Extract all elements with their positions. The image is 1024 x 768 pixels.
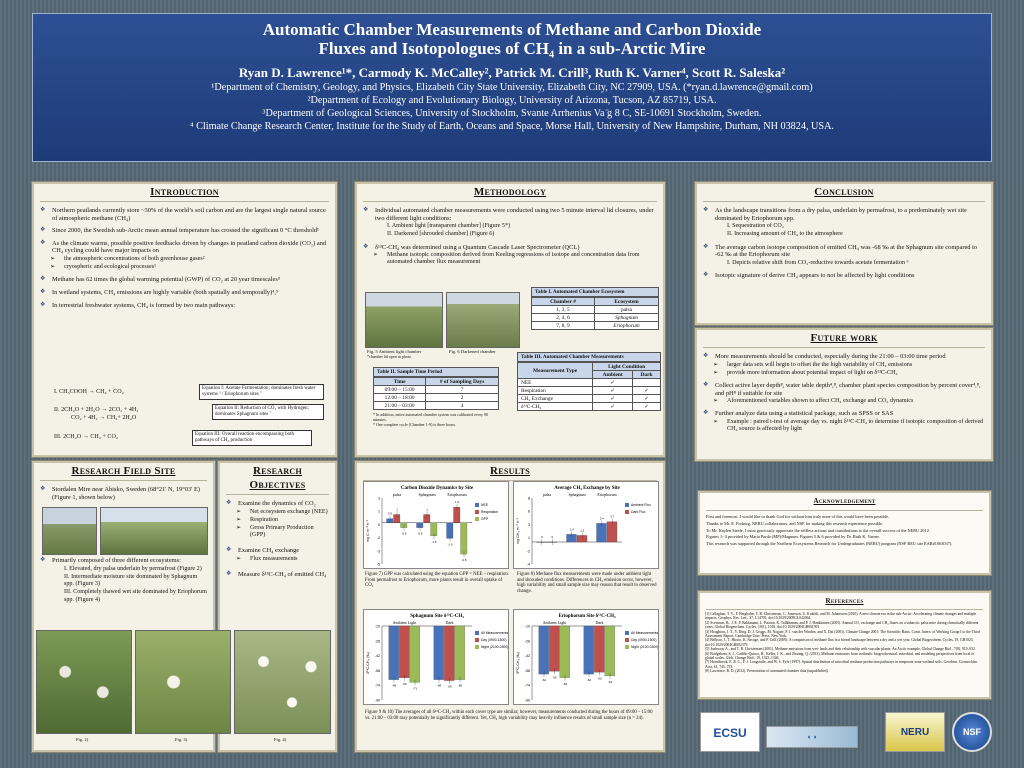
acknowledgement-title: Acknowledgement [813,497,876,505]
data-label: -62 [586,678,592,683]
eriophorum-isotope-chart [513,609,659,705]
data-label: -1.6 [431,539,437,544]
bar [444,626,454,681]
bar [431,523,438,536]
bar [597,523,607,542]
method-bullet: ❖ Individual automated chamber measurements were conducted using two 5 minute interval lid closures, under two different light conditions: [361,207,657,222]
y-tick-label: 1 [378,509,380,514]
fig7-caption: Figure 7) GPP was calculated using the equation GPP = NEE – respiration. From permafrost to Eriophorum, more plants result in overall uptake of CO₂ [365,572,509,588]
y-tick-label: 3 [378,496,380,501]
future-subbullet: ➢ Example : paired t-test of average day vs. night δ¹³C-CH₄ to determine if isotopic composition of derived CH₄ source is affected by light [713,418,984,433]
ack-text: Thanks to Mr. E. Froburg, NERU collaborators, and NSF for making this research experience possible. [706,521,884,527]
legend-swatch [625,510,629,514]
method-item: I. Ambient light [transparent chamber] (Figure 5*) [387,223,511,230]
legend-label: Respiration [481,510,499,514]
equation-3-box: Equation III: Overall reaction encompassing both pathways of CH₄ production [192,430,312,446]
equation-2b: CO₂ + 4H₂ → CH₄+ 2H₂O [71,415,137,421]
bar [584,626,594,674]
data-label: 0 [540,535,543,539]
affiliation-1: ¹Department of Chemistry, Geology, and Physics, Elizabeth City State University, Elizabeth City, NC 27909, USA. (*ryan.d.lawrence@gmail.com) [211,82,813,93]
bar [424,515,431,523]
objectives-subbullet: ➢ Gross Primary Production (GPP) [236,525,314,539]
legend-label: Ambient Flux [631,503,651,507]
reference-item: [5] Joabsson, A., and T. R. Christensen (2001). Methane emissions from wet- lands and their relationship with vascular plants: An Arctic example, Global Change Biol., 7(8), 919–932. [705,647,976,652]
bar [387,519,394,523]
data-label: -62 [541,678,547,683]
field-site-title: Research Field Site [71,465,176,477]
data-label: -69 [447,684,452,689]
field-item: I. Elevated, dry palsa underlain by permafrost (Figure 2) [64,565,202,572]
eriophorum-photo [234,630,331,734]
equation-1-box: Equation I: Acetate Fermentation; dominates fresh water systems ² / Eriophorum sites ⁷ [199,384,324,400]
intro-bullet: ❖ In terrestrial freshwater systems, CH₄ is formed by two main pathways: [38,302,329,310]
category-label: Sphagnum [418,492,436,497]
equation-2: II. 2CH₂O + 2H₂O → 2CO₂ + 4H₂ [54,407,139,413]
objectives-bullet: ❖ Examine CH₄ exchange [224,547,329,555]
category-label: Ambient Light [542,620,567,625]
data-label: 1 [396,507,398,512]
data-label: -71 [412,686,418,691]
field-bullet: ❖ Stordalen Mire near Abisko, Sweden (68°21' N, 19°03' E) (Figure 1, shown below) [38,486,207,501]
future-subbullet: ➢ larger data sets will begin to offset the the high variability of CH₄ emissions [713,361,913,368]
y-tick-label: 1 [528,536,530,541]
introduction-title: Introduction [150,186,219,198]
y-tick-label: -10 [374,624,380,629]
fig3-caption: Fig. 3) [175,737,188,742]
conclusion-bullet: ❖ The average carbon isotope composition of emitted CH₄ was -68 ‰ at the Sphagnum site compared to -62 ‰ at the Eriophorum site [701,244,985,259]
bar [537,542,547,543]
category-label: palsa [542,492,552,497]
fig9-10-caption: Figure 9 & 10) The averages of all δ¹³C-CH₄ within each cover type are similar; however, measurements conducted during the hours of 09:00 – 15:00 vs. 21:00 – 03:00 may potentially be significantly different. Yet, CH₄ high variability may heavily influence results of small sample size (n = 24). [365,710,653,721]
reference-item: [3] Houghton, J. T., Y. Ding, D. J. Griggs, M. Noguer, P. J. van der Winden, and X. Dai (2001). Climate Change 2001: The Scientific Basis. Contr. Intern. of Working Group I to the Third Assessment Report. Cambridge Univ. Press, New York. [705,629,980,639]
legend-swatch [475,638,479,642]
table-1: Table I. Automated Chamber Ecosystem Chamber # Ecosystem 1, 3, 5 palsa 2, 4, 6 Sphagnum 7, 8, 9 Eriophorum [531,287,659,330]
data-label: -3.8 [461,558,467,563]
ack-text: First and foremost, I would like to thank God for without him truly none of this would have been possible. [706,514,889,519]
reference-item: [2] Svensson, B., J. E. P. Bakkmann, L. Patrion, K. Tallkhamm, and P. J. Hankkonen (2005). Annual CO₂ exchange and CH₄ fluxes on a subarctic palsa mire during climatically different years. Global Biogeochem. Cycles, 19(1), 1018, doi:10.1029/2004GB001991. [705,620,979,630]
y-tick-label: 6 [528,509,530,514]
data-label: -66 [402,681,407,686]
data-label: 3.7 [610,514,615,519]
bar [547,542,557,543]
table-3-caption: Table III. Automated Chamber Measurements [517,352,661,362]
y-tick-label: -90 [374,698,380,703]
conclusion-bullet: ❖ As the landscape transitions from a dry palsa, underlain by permafrost, to a predominately wet site dominated by Eriophorum spp. [701,207,985,222]
title-line-1: Automatic Chamber Measurements of Methane and Carbon Dioxide [262,20,762,39]
chart-title: Sphagnum Site δ¹³C-CH₄ [410,614,464,619]
legend-label: Night (2100-0300) [631,645,659,649]
fig8-caption: Figure 8) Methane flux measurements were made under ambient light and shrouded conditions. Differences in CH₄ emission occur, however, high variability and small sample size may reason that result in observed change. [517,572,657,594]
reference-item: [4] Bellisio, J., T. Hiroto, K. Savage, and P. Crill (2009). A comparison of methane flux in a boreal landscape between a dry and a wet year. Global Biogeochem. Cycles, 19, GB1023, doi:10.1029/2004GB002379. [705,638,974,647]
table-3: Table III. Automated Chamber Measurements Measurement Type Light Condition Ambient Dark NEE ✓ Respiration ✓ ✓ CH₄ Exchange ✓ ✓ δ¹³C-CH₄ ✓ ✓ [517,352,661,411]
references-panel [698,591,991,699]
palsa-photo [36,630,132,734]
method-item: II. Darkened [shrouded chamber] (Figure 6) [387,231,495,238]
y-tick-label: -2 [526,549,530,554]
bar [401,523,408,528]
bar [594,626,604,672]
legend-label: NEE [481,503,488,507]
bar [607,522,617,542]
future-bullet: ❖ Further analyze data using a statistical package, such as SPSS or SAS [701,410,985,418]
table-2: Table II. Sample Time Period Time # of Sampling Days 09:00 – 15:00 7 12:00 – 18:00 2 21:00 – 03:00 4 * In addition, entire automated chamber system was calibrated every 90 minutes. * One complete cycle (Chamber 1-9) is three hours. [373,367,499,427]
ecsu-logo: ECSU [700,712,760,752]
table-2-caption: Table II. Sample Time Period [373,367,499,377]
future-work-panel [695,328,993,461]
fig5-note: *chamber lid open in photo [367,354,411,359]
data-label: 1.4 [569,527,574,532]
methodology-panel [355,182,665,457]
objectives-subbullet: ➢ Net ecosystem exchange (NEE) [236,508,328,515]
y-tick-label: -3 [376,549,380,554]
bar [539,626,549,674]
chart-title: Eriophorum Site δ¹³C-CH₄ [558,614,616,619]
category-label: Dark [595,620,604,625]
ambient-chamber-photo [365,292,443,348]
method-subbullet: ➢ Methane isotopic composition derived from Keeling regressions of isotope and concentration data from automated chamber flux measurement [373,252,640,266]
future-work-title: Future work [810,332,878,344]
intro-bullet: ❖ Northern peatlands currently store ~30% of the world’s soil carbon and are the largest single natural source of atmospheric methane (CH₄) [38,207,329,222]
y-tick-label: -74 [524,683,530,688]
table-2-note: * In addition, entire automated chamber system was calibrated every 90 minutes. [373,412,488,422]
future-bullet: ❖ Collect active layer depth⁸, water table depth⁴,⁸, chamber plant species composition by percent cover⁴,⁸, and pH⁸ if suitable for site [701,382,985,397]
equation-2-box: Equation II: Reduction of CO₂ with Hydrogen; dominates Sphagnum sites ⁷ [212,404,324,420]
bar [434,626,444,680]
category-label: Sphagnum [568,492,586,497]
legend-label: Dark Flux [631,510,646,514]
bar [605,626,615,676]
ack-text: To Mr. Kaylen Steele, I most graciously appreciate the selfless actions and contributions to the overall success of the NERU 2012. [706,528,930,534]
data-label: 1.2 [580,528,585,533]
y-tick-label: -2 [376,536,380,541]
category-label: palsa [392,492,402,497]
site-map-image [42,507,97,555]
intro-bullet: ❖ Methane has 62 times the global warming potential (GWP) of CO₂ at 20 year timescales³ [38,276,329,284]
data-label: -68 [391,683,397,688]
data-label: -68 [457,683,463,688]
fig6-caption: Fig. 6 Darkened chamber [449,349,496,354]
reference-item: [1] Callaghan, T. V., F. Bergholm, T. R. Christensen, C. Jonasson, U. Kokfelt, and M. Johansson (2010). A new climate era in the sub-Arctic: Accelerating climate changes and multiple impacts. Geophys. Res. Lett., 37, L14705, doi:10.1029/2009GL042064. [705,612,977,621]
equation-1: I. CH₃COOH → CH₄ + CO₂ [54,389,124,395]
intro-bullet: ❖ In wetland systems, CH₄ emissions are highly variable (both spatially and temporally)⁴,⁵ [38,289,329,297]
equation-3: III. 2CH₂O → CH₄ + CO₂ [54,434,118,440]
reference-item: [6] Bridgeham, S. J., Cadillo-Quiroz, H., Keller, J. K., and Zhuang, Q. (2013). Methane emissions from wetlands: biogeochemical, microbial, and modeling perspectives from local to global scales. Glob. Change Biol., 19, 1325–1346. [705,651,975,661]
conclusion-item: II. Increasing amount of CH₄ to the atmosphere [727,231,843,238]
category-label: Eriophorum [597,492,617,497]
fig4-caption: Fig. 4) [274,737,287,742]
title-line-2: Fluxes and Isotopologues of CH₄ in a sub-Arctic Mire [318,39,706,58]
data-label: -60 [597,676,602,681]
data-label: 1 [426,507,428,512]
legend-label: GPP [481,517,489,521]
bar [410,626,420,682]
darkened-chamber-photo [446,292,520,348]
y-tick-label: 3 [528,522,530,527]
y-tick-label: -42 [524,654,530,659]
y-tick-label: -26 [374,639,380,644]
legend-swatch [475,510,479,514]
chart-title: Carbon Dioxide Dynamics by Site [400,486,474,491]
y-tick-label: -58 [524,668,530,673]
method-bullet: ❖ δ¹³C-CH₄ was determined using a Quantum Cascade Laser Spectrometer (QCL) [361,244,657,252]
future-subbullet: ➢ provide more information about potential impact of light on δ¹³C-CH₄ [713,369,898,376]
legend-label: All Measurements [631,631,659,635]
conclusion-panel [695,182,993,325]
sphagnum-isotope-chart [363,609,509,705]
intro-bullet: ❖ Since 2000, the Swedish sub-Arctic mean annual temperature has crossed the significant 0 °C threshold¹ [38,227,329,235]
data-label: 0.5 [388,511,392,516]
nasa-logo: ◖ ◗ [766,726,858,748]
objectives-title-1: Research [252,465,303,477]
data-label: -68 [436,683,442,688]
bar [447,523,454,539]
legend-swatch [625,638,629,642]
site-photo-image [100,507,208,555]
y-axis-label: δ¹³C-CH₄ (‰) [366,652,370,674]
y-tick-label: -5 [376,562,380,567]
objectives-subbullet: ➢ Respiration [236,516,279,523]
legend-swatch [625,645,629,649]
legend-label: Day (0900-1500) [481,638,507,642]
future-subbullet: ➢ Aforementioned variables shown to affect CH₄ exchange and CO₂ dynamics [713,398,914,405]
y-tick-label: -42 [374,654,380,659]
intro-bullet: ❖ As the climate warms, possible positive feedbacks driven by changes in peatland carbon dioxide (CO₂) and CH₄ cycling could have major impacts on [38,240,329,255]
y-tick-label: -90 [524,698,530,703]
authors: Ryan D. Lawrence¹*, Carmody K. McCalley², Patrick M. Crill³, Ruth K. Varner⁴, Scott R. Saleska² [238,65,786,80]
y-tick-label: -74 [374,683,380,688]
bar [394,515,401,523]
acknowledgement-panel [698,491,991,575]
y-axis-label: δ¹³C-CH₄ (‰) [516,652,520,674]
table-2-note: * One complete cycle (Chamber 1-9) is three hours. [373,422,456,427]
legend-swatch [625,631,629,635]
affiliation-4: ⁴ Climate Change Research Center, Institute for the Study of Earth, Oceans and Space, Morse Hall, University of New Hampshire, Durham, NH 03824, USA. [190,121,834,132]
data-label: -66 [562,681,568,686]
bar [399,626,409,678]
category-label: Eriophorum [447,492,467,497]
data-label: 0 [551,535,554,539]
conclusion-item: I. Sequestration of CO₂ [727,223,784,230]
introduction-panel [32,182,337,457]
legend-label: Night (2100-0300) [481,645,509,649]
table-1-caption: Table I. Automated Chamber Ecosystem [531,287,659,297]
nsf-logo: NSF [952,712,992,752]
references-title: References [825,597,864,605]
field-item: II. Intermediate moisture site dominated by Sphagnum spp. (Figure 3) [64,573,198,588]
data-label: -59 [552,675,557,680]
objectives-subbullet: ➢ Flux measurements [236,556,298,562]
bar [455,626,465,680]
bar [454,507,461,523]
reference-item: [8] Lawrence, R. D. (2012). Presentation of automated chamber data (unpublished). [705,669,829,674]
objectives-bullet: ❖ Measure δ¹³C-CH₄ of emitted CH₄ [224,571,329,579]
legend-swatch [475,517,479,521]
field-bullet: ❖ Primarily composed of three different ecosystems: [38,557,207,565]
future-bullet: ❖ More measurements should be conducted, especially during the 21:00 – 03:00 time period [701,353,985,361]
conclusion-bullet: ❖ Isotopic signature of derive CH₄ appears to not be affected by light conditions [701,272,985,280]
bar [417,523,424,528]
category-label: Ambient Light [392,620,417,625]
sphagnum-photo [135,630,231,734]
legend-label: Day (0900-1500) [631,638,657,642]
bar [461,523,468,554]
data-label: -64 [607,679,613,684]
y-tick-label: -26 [524,639,530,644]
legend-swatch [475,631,479,635]
ch4-exchange-chart [513,481,659,569]
neru-logo: NERU [885,712,945,752]
fig2-caption: Fig. 2) [76,737,89,742]
legend-swatch [475,645,479,649]
affiliation-2: ²Department of Ecology and Evolutionary Biology, University of Arizona, Tucson, AZ 85719, USA. [307,95,717,106]
data-label: 3.4 [599,516,604,521]
intro-subbullet: ➢ the atmospheric concentrations of both greenhouse gases² [50,255,205,262]
data-label: -1.9 [447,542,453,547]
chart-title: Average CH₄ Exchange by Site [554,486,620,491]
y-tick-label: 8 [528,496,530,501]
legend-label: All Measurements [481,631,509,635]
bar [549,626,559,671]
conclusion-title: Conclusion [814,186,874,198]
fig5-caption: Fig. 5 Ambient light chamber [367,349,422,354]
co2-dynamics-chart [363,481,509,569]
legend-swatch [625,503,629,507]
ack-text: Figures 1- 4 provided by Maria Pardo (MP)/Magnum. Figures 5 & 6 provided by Dr. Ruth K. Varner. [706,533,880,539]
bar [577,535,587,542]
objectives-bullet: ❖ Examine the dynamics of CO₂ [224,500,329,508]
y-tick-label: -4 [526,562,530,567]
data-label: -0.6 [401,531,407,536]
bar [389,626,399,680]
results-title: Results [490,465,530,477]
y-tick-label: 0 [378,522,380,527]
y-axis-label: mg C m⁻² h⁻¹ [366,520,370,542]
field-item: III. Completely thawed wet site dominated by Eriophorum spp. (Figure 4) [64,589,207,603]
reference-item: [7] Hornibrook, E. R. C., F. J. Longstaffe, and W. S. Fyfe (1997). Spatial distribution of microbial methane production pathways in temperate zone wetland soils. Geochim. Cosmochim. Acta, 61, 745–753. [705,660,978,669]
poster-banner [32,13,992,162]
ack-text: This research was supported through the Northern Ecosystems Research for Undergraduates (NERU) program (NSF REU site EAR#1063037). [706,540,953,546]
bar [560,626,570,678]
conclusion-item: I. Depicts relative shift from CO₂-reductive towards acetate fermentation ⁶ [727,259,909,266]
category-label: Dark [445,620,454,625]
data-label: 1.9 [455,500,459,505]
objectives-title-2: Objectives [249,479,306,491]
data-label: -0.6 [417,531,423,536]
results-panel [355,461,665,752]
y-tick-label: -10 [524,624,530,629]
y-tick-label: -58 [374,668,380,673]
y-axis-label: mg CH₄ m⁻² h⁻¹ [516,518,520,544]
intro-subbullet: ➢ cryospheric and ecological processes¹ [50,264,157,271]
bar [567,534,577,542]
affiliation-3: ³Department of Geological Sciences, University of Stockholm, Svante Arrhenius Va ̈g 8 C, SE-10691 Stockholm, Sweden. [262,108,762,119]
legend-swatch [475,503,479,507]
methodology-title: Methodology [473,186,547,198]
